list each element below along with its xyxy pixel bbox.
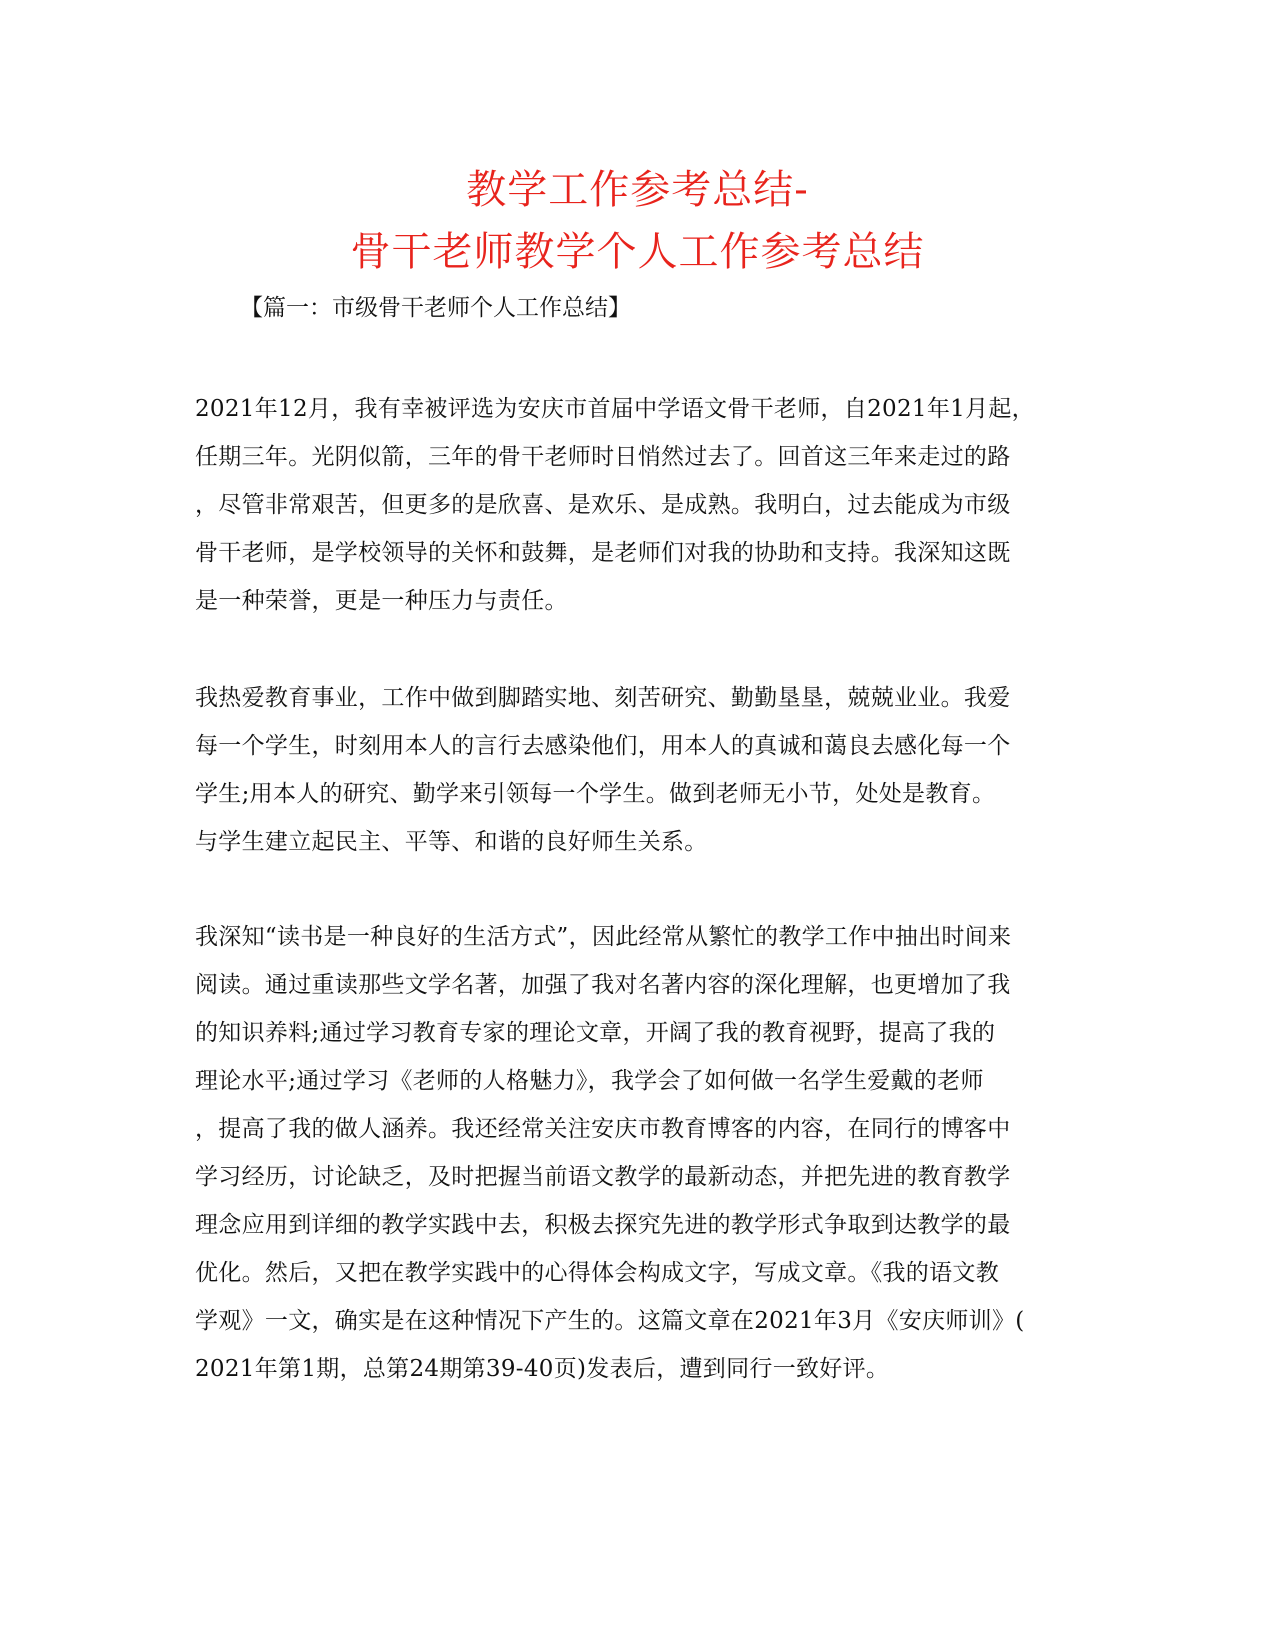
paragraph-line: 我深知“读书是一种良好的生活方式”，因此经常从繁忙的教学工作中抽出时间来 (195, 924, 1012, 950)
paragraph-3 (195, 913, 1075, 1393)
paragraph-1 (195, 385, 1075, 625)
paragraph-line: 学生;用本人的研究、勤学来引领每一个学生。做到老师无小节，处处是教育。 (195, 781, 996, 807)
paragraph-line: 2021年第1期，总第24期第39-40页)发表后，遭到同行一致好评。 (195, 1356, 890, 1382)
paragraph-line: 与学生建立起民主、平等、和谐的良好师生关系。 (195, 829, 708, 855)
paragraph-line: 理论水平;通过学习《老师的人格魅力》，我学会了如何做一名学生爱戴的老师 (195, 1068, 984, 1094)
paragraph-line: ，尽管非常艰苦，但更多的是欣喜、是欢乐、是成熟。我明白，过去能成为市级 (195, 492, 1011, 518)
document-title-line-1: 教学工作参考总结- (466, 167, 809, 213)
paragraph-line: 每一个学生，时刻用本人的言行去感染他们，用本人的真诚和蔼良去感化每一个 (195, 733, 1011, 759)
paragraph-line: 理念应用到详细的教学实践中去，积极去探究先进的教学形式争取到达教学的最 (195, 1212, 1011, 1238)
paragraph-line: 阅读。通过重读那些文学名著，加强了我对名著内容的深化理解，也更增加了我 (195, 972, 1011, 998)
paragraph-line: 的知识养料;通过学习教育专家的理论文章，开阔了我的教育视野，提高了我的 (195, 1020, 996, 1046)
paragraph-line: 学习经历，讨论缺乏，及时把握当前语文教学的最新动态，并把先进的教育教学 (195, 1164, 1011, 1190)
paragraph-line: 优化。然后，又把在教学实践中的心得体会构成文字，写成文章。《我的语文教 (195, 1260, 999, 1286)
paragraph-line: 学观》一文，确实是在这种情况下产生的。这篇文章在2021年3月《安庆师训》( (195, 1308, 1025, 1334)
paragraph-line: 任期三年。光阴似箭，三年的骨干老师时日悄然过去了。回首这三年来走过的路 (195, 444, 1011, 470)
document-title-line-2: 骨干老师教学个人工作参考总结 (350, 229, 925, 275)
paragraph-line: ，提高了我的做人涵养。我还经常关注安庆市教育博客的内容，在同行的博客中 (195, 1116, 1011, 1142)
paragraph-line: 2021年12月，我有幸被评选为安庆市首届中学语文骨干老师，自2021年1月起， (195, 396, 1035, 422)
paragraph-line: 是一种荣誉，更是一种压力与责任。 (195, 588, 568, 614)
paragraph-line: 我热爱教育事业，工作中做到脚踏实地、刻苦研究、勤勤垦垦，兢兢业业。我爱 (195, 685, 1011, 711)
paragraph-line: 骨干老师，是学校领导的关怀和鼓舞，是老师们对我的协助和支持。我深知这既 (195, 540, 1011, 566)
section-heading: 【篇一：市级骨干老师个人工作总结】 (240, 295, 631, 321)
paragraph-2 (195, 674, 1075, 866)
